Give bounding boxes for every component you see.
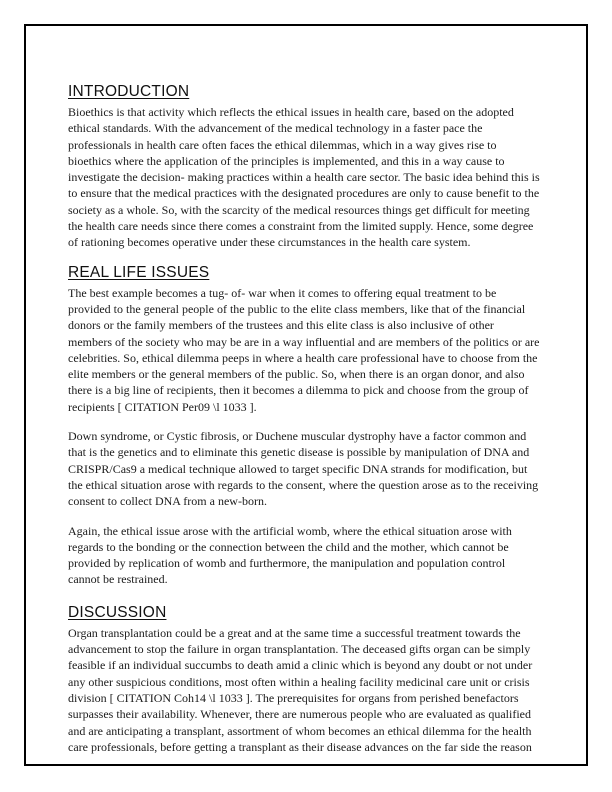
section-discussion xyxy=(68,604,540,755)
real-life-issues-paragraph-2: Down syndrome, or Cystic fibrosis, or Duchene muscular dystrophy have a factor common and that is the genetics and to eliminate this genetic disease is possible by manipulation of DNA and CRISPR/Cas9 a medical technique allowed to target specific DNA strands for modification, but the ethical situation arose with regards to the consent, where the question arose as to the receiving consent to collect DNA from a new-born. xyxy=(68,429,539,509)
page-content xyxy=(26,26,586,755)
section-introduction xyxy=(68,83,540,251)
section-real-life-issues xyxy=(68,264,540,588)
introduction-heading: INTRODUCTION xyxy=(68,83,190,100)
document-page xyxy=(24,24,588,766)
discussion-paragraph: Organ transplantation could be a great and at the same time a successful treatment towards the advancement to stop the failure in organ transplantation. The deceased gifts organ can be simply feasible if an individual succumbs to death amid a clinic which is beyond any doubt or not under any other suspicious conditions, most often within a healing facility medicinal care unit or crisis division [ CITATION Coh14 \l 1033 ]. The prerequisites for organs from perished benefactors surpasses their availability. Whenever, there are numerous people who are evaluated as qualified and are anticipating a transplant, assortment of whom becomes an ethical dilemma for the health care professionals, before getting a transplant as their disease advances on the far side the reason xyxy=(68,625,533,754)
discussion-heading: DISCUSSION xyxy=(68,603,167,621)
introduction-paragraph: Bioethics is that activity which reflects the ethical issues in health care, based on the adopted ethical standards. With the advancement of the medical technology in a faster pace the professionals in health care often faces the ethical dilemmas, which in a way gives rise to bioethics where the application of the principles is implemented, and this in a way cause to investigate the decision- making practices within a health care sector. The basic idea behind this is to ensure that the medical practices with the designated procedures are only to cause benefit to the society as a whole. So, with the scarcity of the medical resources things get difficult for meeting the health care needs since there comes a constraint from the limited supply. Hence, some degree of rationing becomes operative under these circumstances in the health care system. xyxy=(68,105,540,250)
real-life-issues-paragraph-3: Again, the ethical issue arose with the artificial womb, where the ethical situation arose with regards to the bonding or the connection between the child and the mother, which cannot be provided by replication of womb and furthermore, the manipulation and population control cannot be restrained. xyxy=(68,523,512,587)
real-life-issues-heading: REAL LIFE ISSUES xyxy=(68,263,210,281)
real-life-issues-paragraph-1: The best example becomes a tug- of- war when it comes to offering equal treatment to be provided to the general people of the public to the elite class members, like that of the financial donors or the family members of the trustees and this elite class is also inclusive of other members of the society who may be are in a way influential and are members of the politics or are celebrities. So, ethical dilemma peeps in where a health care professional have to choose from the elite members or the general members of the public. So, when there is an organ donor, and also there is a big line of recipients, then it becomes a dilemma to pick and choose from the group of recipients [ CITATION Per09 \l 1033 ]. xyxy=(68,285,540,414)
